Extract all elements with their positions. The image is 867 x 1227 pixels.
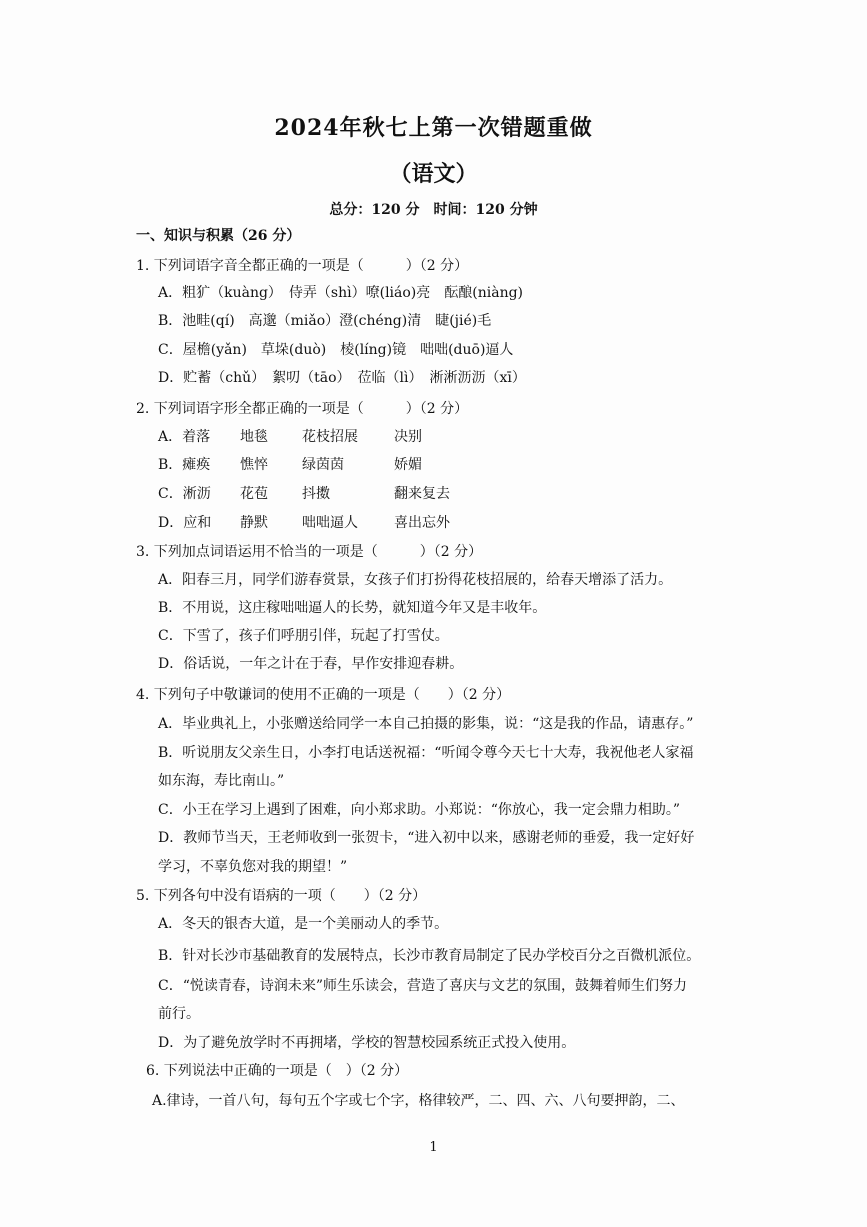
question-4-option-c: C．小王在学习上遇到了困难，向小郑求助。小郑说：“你放心，我一定会鼎力相助。” [158, 802, 681, 818]
question-4-option-b-line-2: 如东海，寿比南山。” [158, 773, 285, 789]
question-2-b-word-3: 绿茵茵 [302, 457, 344, 473]
question-2-c-word-1: C．淅沥 [158, 486, 211, 502]
question-2-d-word-2: 静默 [240, 515, 268, 531]
question-2-c-word-3: 抖擞 [302, 486, 330, 502]
question-2-b-word-2: 憔悴 [240, 457, 268, 473]
question-2-c-word-4: 翻来复去 [394, 486, 450, 502]
question-5-stem: 5. 下列各句中没有语病的一项（ ）（2 分） [136, 888, 427, 904]
page-number: 1 [429, 1140, 438, 1155]
question-2-d-word-1: D．应和 [158, 515, 212, 531]
question-2-b-word-4: 娇媚 [394, 457, 422, 473]
question-5-option-a: A．冬天的银杏大道，是一个美丽动人的季节。 [158, 916, 449, 932]
question-2-a-word-1: A．着落 [158, 429, 211, 445]
question-4-option-a: A．毕业典礼上，小张赠送给同学一本自己拍摄的影集，说：“这是我的作品，请惠存。” [158, 716, 694, 732]
question-5-option-c-line-1: C．“悦读青春，诗润未来”师生乐读会，营造了喜庆与文艺的氛围，鼓舞着师生们努力 [158, 978, 688, 994]
question-2-d-word-3: 咄咄逼人 [302, 515, 358, 531]
question-3-stem: 3. 下列加点词语运用不恰当的一项是（ ）（2 分） [136, 544, 483, 560]
question-2-stem: 2. 下列词语字形全都正确的一项是（ ）（2 分） [136, 401, 469, 417]
section-heading: 一、知识与积累（26 分） [136, 228, 301, 244]
question-2-d-word-4: 喜出忘外 [394, 515, 450, 531]
question-3-option-c: C．下雪了，孩子们呼朋引伴，玩起了打雪仗。 [158, 628, 449, 644]
question-5-option-d: D．为了避免放学时不再拥堵，学校的智慧校园系统正式投入使用。 [158, 1035, 576, 1051]
question-4-option-d-line-2: 学习，不辜负您对我的期望！” [158, 859, 348, 875]
question-4-stem: 4. 下列句子中敬谦词的使用不正确的一项是（ ）（2 分） [136, 687, 511, 703]
question-2-a-word-3: 花枝招展 [302, 429, 358, 445]
question-1-option-b: B．池畦(qí) 高邈（miǎo）澄(chéng)清 睫(jié)毛 [158, 313, 492, 329]
question-1-option-d: D．贮蓄（chǔ） 絮叨（tāo） 莅临（lì） 淅淅沥沥（xī） [158, 370, 526, 386]
question-1-stem: 1. 下列词语字音全都正确的一项是（ ）（2 分） [136, 258, 469, 274]
question-3-option-a: A．阳春三月，同学们游春赏景，女孩子们打扮得花枝招展的，给春天增添了活力。 [158, 572, 673, 588]
question-6-stem: 6. 下列说法中正确的一项是（ ）（2 分） [146, 1063, 409, 1079]
page-title: 2024年秋七上第一次错题重做 [274, 115, 593, 141]
question-3-option-b: B．不用说，这庄稼咄咄逼人的长势，就知道今年又是丰收年。 [158, 600, 547, 616]
question-2-a-word-4: 决别 [394, 429, 422, 445]
question-3-option-d: D．俗话说，一年之计在于春，早作安排迎春耕。 [158, 656, 464, 672]
question-1-option-c: C．屋檐(yǎn) 草垛(duò) 棱(líng)镜 咄咄(duō)逼人 [158, 342, 514, 358]
question-2-c-word-2: 花苞 [240, 486, 268, 502]
question-6-option-a: A.律诗，一首八句，每句五个字或七个字，格律较严，二、四、六、八句要押韵，二、 [152, 1093, 685, 1109]
question-1-option-a: A．粗犷（kuàng） 侍弄（shì）嘹(liáo)亮 酝酿(niàng) [158, 285, 524, 301]
subject-heading: （语文） [389, 161, 478, 187]
exam-meta: 总分：120 分 时间：120 分钟 [329, 202, 538, 218]
question-4-option-d-line-1: D．教师节当天，王老师收到一张贺卡，“进入初中以来，感谢老师的垂爱，我一定好好 [158, 830, 695, 846]
question-4-option-b-line-1: B．听说朋友父亲生日，小李打电话送祝福：“听闻令尊今天七十大寿，我祝他老人家福 [158, 745, 694, 761]
question-5-option-c-line-2: 前行。 [158, 1006, 200, 1022]
question-5-option-b: B．针对长沙市基础教育的发展特点，长沙市教育局制定了民办学校百分之百微机派位。 [158, 948, 701, 964]
question-2-a-word-2: 地毯 [240, 429, 268, 445]
question-2-b-word-1: B．瘫痪 [158, 457, 211, 473]
